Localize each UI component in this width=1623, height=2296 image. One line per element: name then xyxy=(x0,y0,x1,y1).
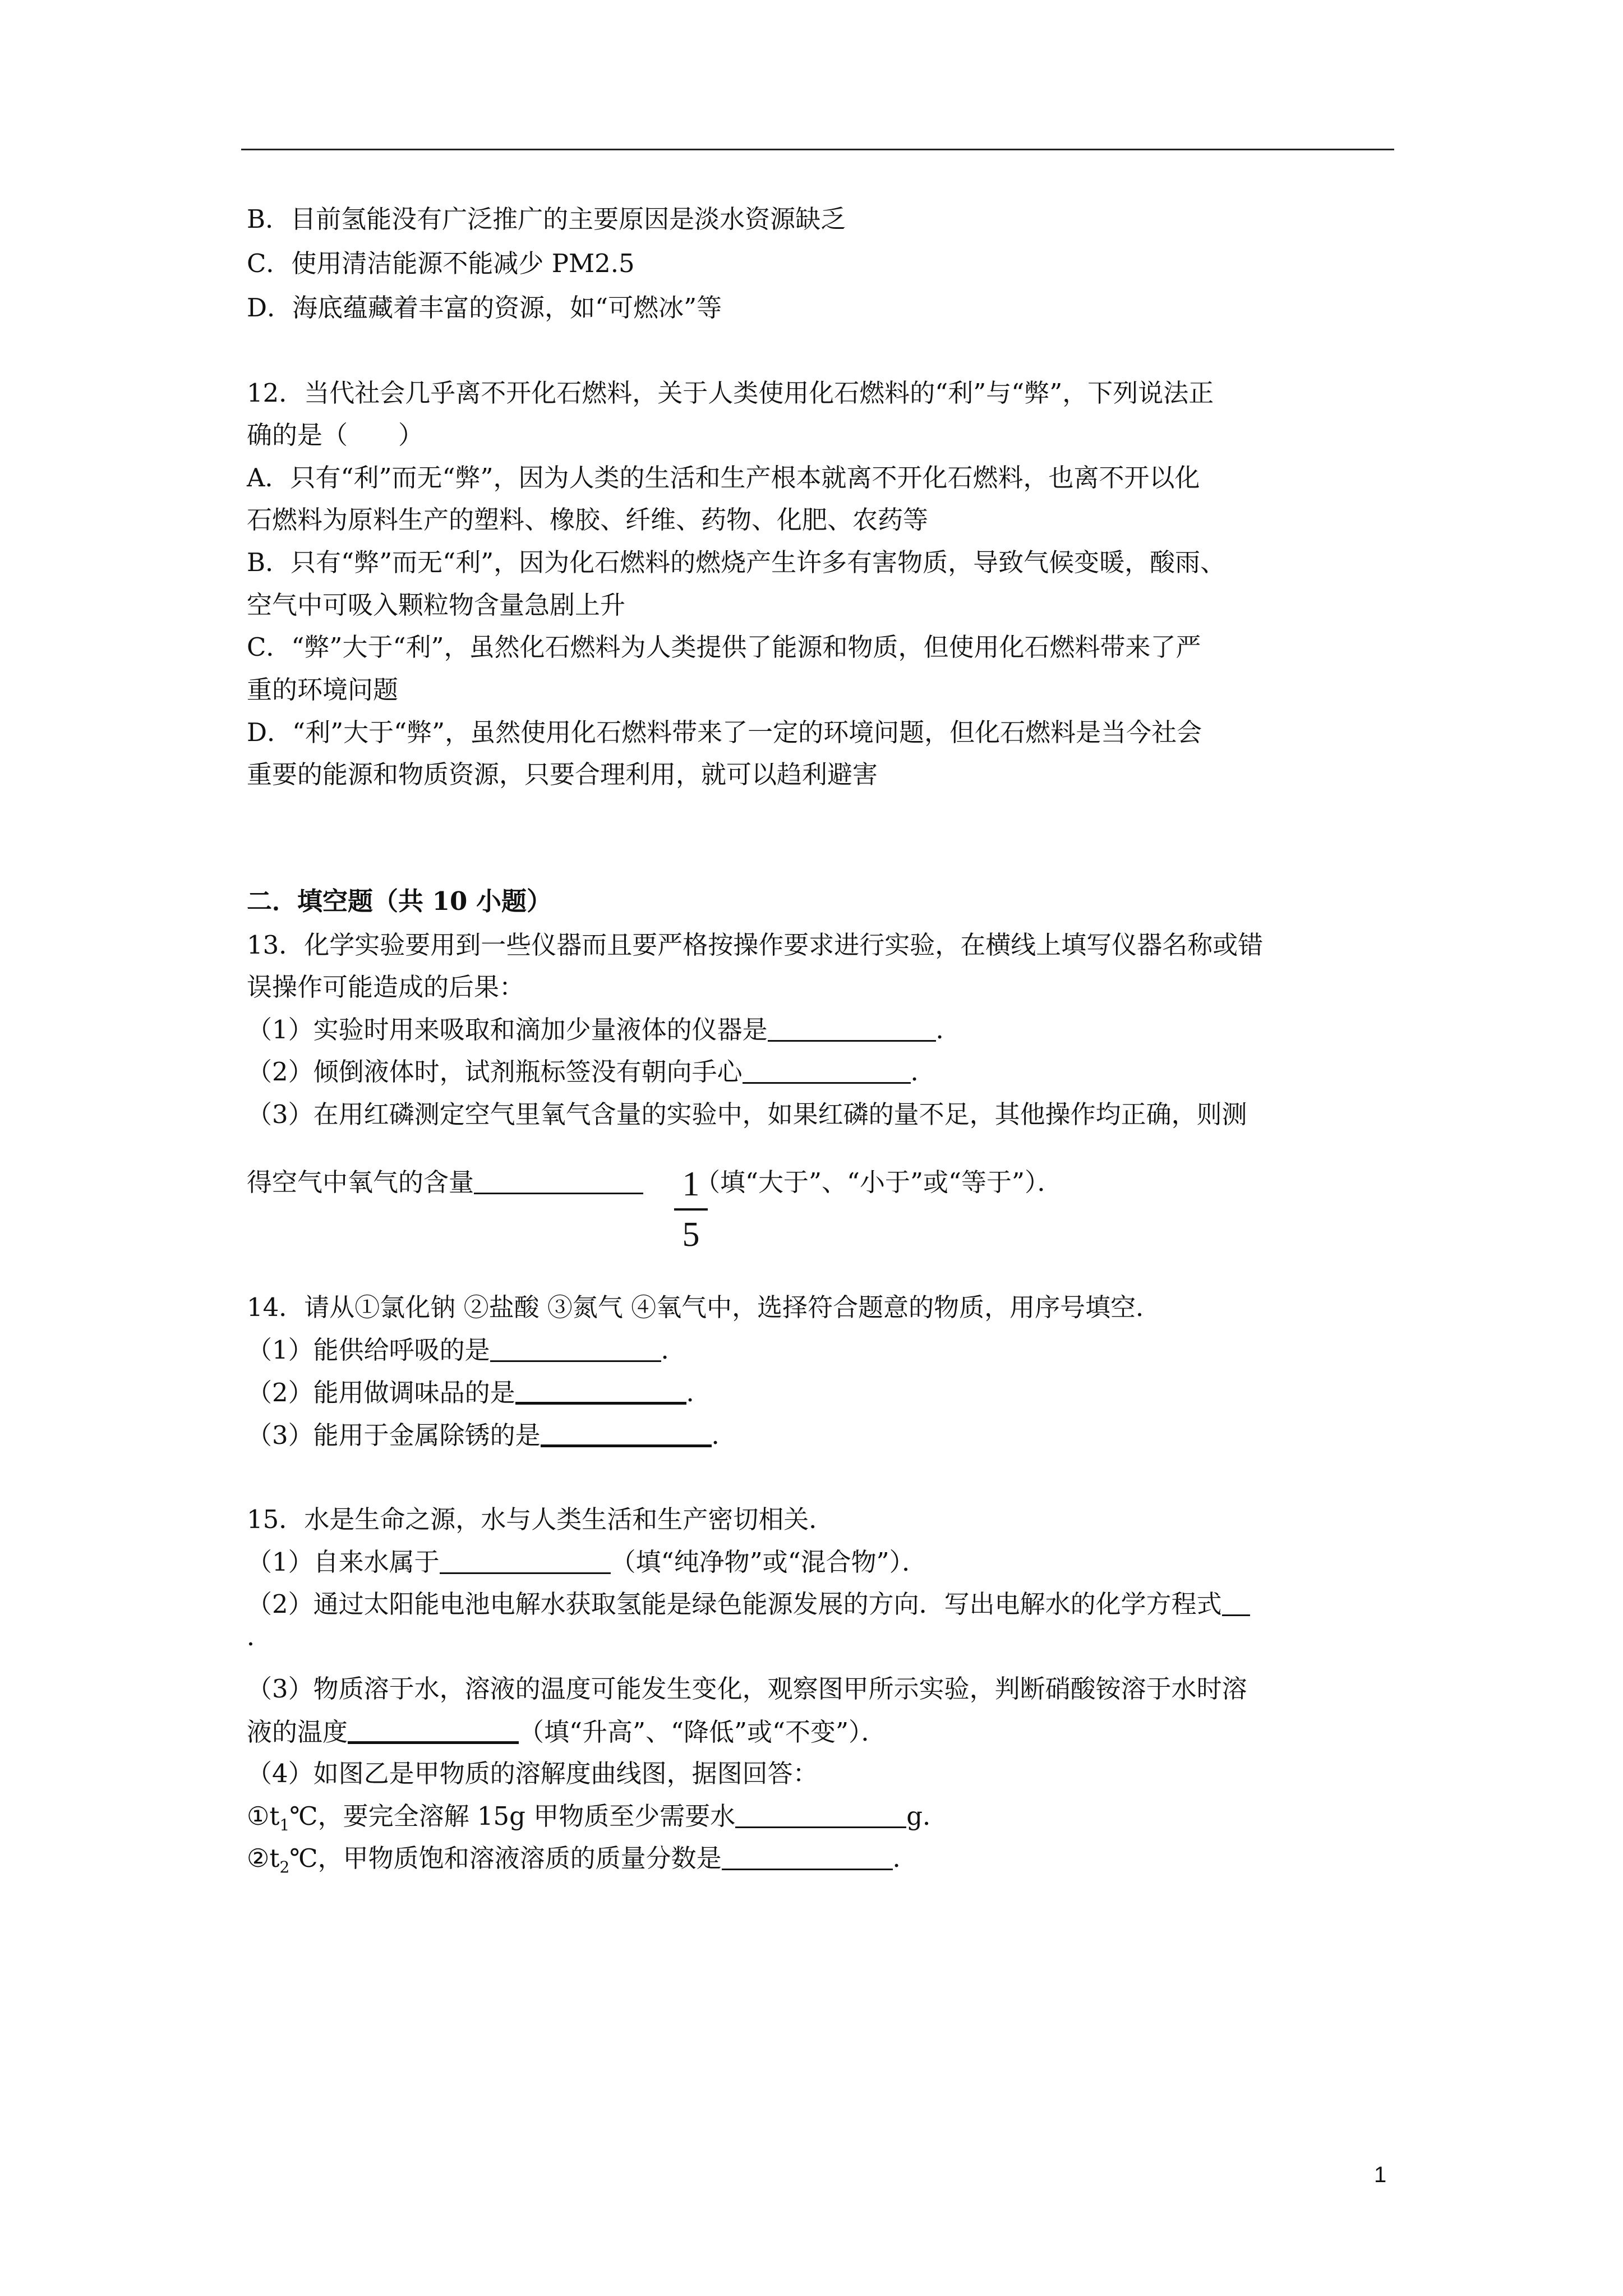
question-14-part1: （1）能供给呼吸的是 ． xyxy=(247,1335,686,1365)
question-13-part3: （3）在用红磷测定空气里氧气含量的实验中，如果红磷的量不足，其他操作均正确，则测 xyxy=(247,1099,1247,1129)
fraction-numerator: 1 xyxy=(682,1165,700,1203)
option-d-q12-line1: D．“利”大于“弊”，虽然使用化石燃料带来了一定的环境问题，但化石燃料是当今社会 xyxy=(247,717,1202,747)
answer-blank[interactable] xyxy=(1222,1592,1250,1616)
question-12-line1: 12．当代社会几乎离不开化石燃料，关于人类使用化石燃料的“利”与“弊”，下列说法正 xyxy=(247,378,1214,408)
fraction-bar xyxy=(674,1208,708,1211)
page-number: 1 xyxy=(1374,2162,1387,2187)
question-15-part4-b: $②t_2℃$，甲物质饱和溶液溶质的质量分数是 ． xyxy=(247,1843,918,1876)
question-15-part2-period: ． xyxy=(247,1622,273,1651)
answer-blank[interactable] xyxy=(541,1422,712,1447)
answer-blank[interactable] xyxy=(743,1060,911,1084)
option-c-q12-line2: 重的环境问题 xyxy=(247,675,399,705)
question-15-part4: （4）如图乙是甲物质的溶解度曲线图，据图回答： xyxy=(247,1759,818,1788)
question-15-part3-line1: （3）物质溶于水，溶液的温度可能发生变化，观察图甲所示实验，判断硝酸铵溶于水时溶 xyxy=(247,1674,1247,1704)
option-b-q12-line1: B．只有“弊”而无“利”，因为化石燃料的燃烧产生许多有害物质，导致气候变暖，酸雨、 xyxy=(247,547,1226,577)
question-15-part2: （2）通过太阳能电池电解水获取氢能是绿色能源发展的方向．写出电解水的化学方程式 xyxy=(247,1591,1250,1617)
question-15-part4-a: $①t_1℃$，要完全溶解 15g 甲物质至少需要水 g． xyxy=(247,1801,948,1834)
question-13-part2: （2）倾倒液体时，试剂瓶标签没有朝向手心 ． xyxy=(247,1057,936,1087)
option-b-q12-line2: 空气中可吸入颗粒物含量急剧上升 xyxy=(247,590,626,620)
question-13-part3-cont: 得空气中氧气的含量 （填“大于”、“小于”或“等于”）． xyxy=(247,1167,1063,1197)
section-title-fill-in: 二．填空题（共 10 小题） xyxy=(247,886,552,916)
question-13-line2: 误操作可能造成的后果： xyxy=(247,972,525,1002)
answer-blank[interactable] xyxy=(768,1018,936,1042)
question-15-part1: （1）自来水属于 （填“纯净物”或“混合物”）． xyxy=(247,1547,928,1577)
option-d-q11: D．海底蕴藏着丰富的资源，如“可燃冰”等 xyxy=(247,293,722,323)
question-13-line1: 13．化学实验要用到一些仪器而且要严格按操作要求进行实验，在横线上填写仪器名称或错 xyxy=(247,930,1264,960)
question-14: 14．请从①氯化钠 ②盐酸 ③氮气 ④氧气中，选择符合题意的物质，用序号填空． xyxy=(247,1292,1161,1322)
question-12-line2: 确的是（ ） xyxy=(247,420,424,450)
answer-blank[interactable] xyxy=(440,1550,611,1574)
option-c-q11: C．使用清洁能源不能减少 PM2.5 xyxy=(247,249,635,278)
answer-blank[interactable] xyxy=(490,1338,661,1362)
option-a-q12-line2: 石燃料为原料生产的塑料、橡胶、纤维、药物、化肥、农药等 xyxy=(247,505,929,535)
answer-blank[interactable] xyxy=(474,1170,643,1194)
answer-blank[interactable] xyxy=(735,1804,906,1828)
option-a-q12-line1: A．只有“利”而无“弊”，因为人类的生活和生产根本就离不开化石燃料，也离不开以化 xyxy=(247,463,1200,493)
question-14-part2: （2）能用做调味品的是 ． xyxy=(247,1378,712,1407)
fraction-one-fifth xyxy=(674,1167,708,1252)
question-15: 15．水是生命之源，水与人类生活和生产密切相关． xyxy=(247,1504,834,1534)
header-rule xyxy=(241,149,1394,150)
answer-blank[interactable] xyxy=(515,1379,686,1405)
option-d-q12-line2: 重要的能源和物质资源，只要合理利用，就可以趋利避害 xyxy=(247,760,878,789)
answer-blank[interactable] xyxy=(348,1719,519,1744)
fraction-denominator: 5 xyxy=(682,1216,700,1254)
option-c-q12-line1: C．“弊”大于“利”，虽然化石燃料为人类提供了能源和物质，但使用化石燃料带来了严 xyxy=(247,632,1201,662)
question-14-part3: （3）能用于金属除锈的是 ． xyxy=(247,1420,737,1450)
question-15-part3-line2: 液的温度 （填“升高”、“降低”或“不变”）． xyxy=(247,1717,887,1747)
answer-blank[interactable] xyxy=(722,1846,893,1870)
option-b-q11: B．目前氢能没有广泛推广的主要原因是淡水资源缺乏 xyxy=(247,204,846,234)
question-13-part1: （1）实验时用来吸取和滴加少量液体的仪器是 ． xyxy=(247,1015,961,1045)
